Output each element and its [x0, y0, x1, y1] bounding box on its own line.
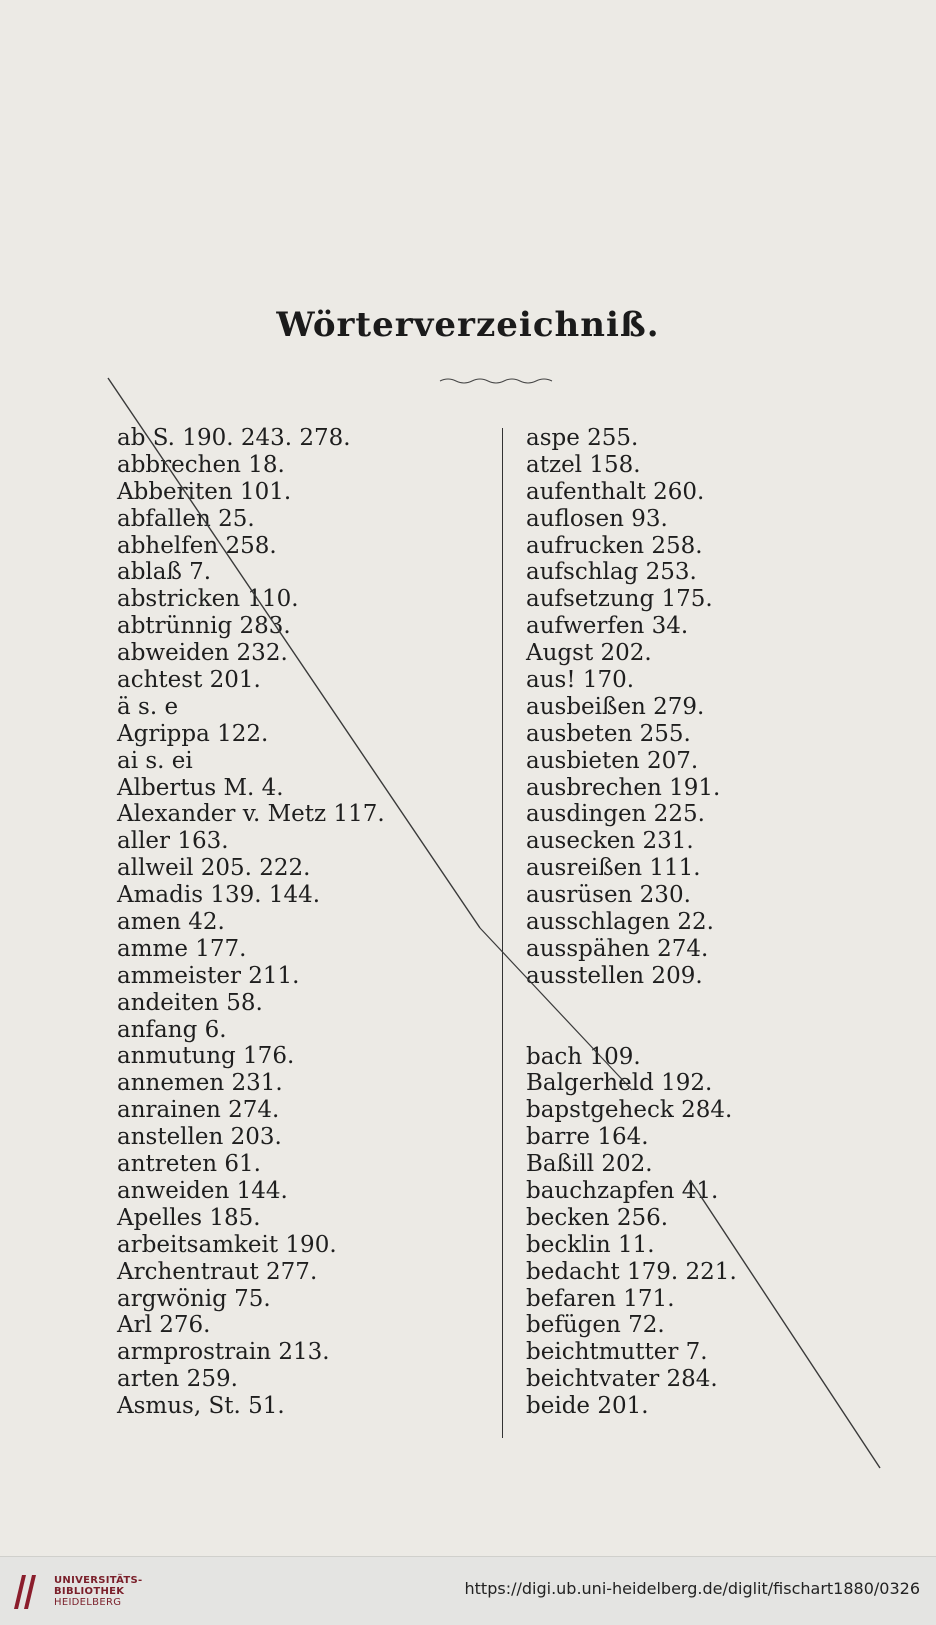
index-entry: bach 109.: [526, 1043, 641, 1070]
index-entry: anmutung 176.: [117, 1043, 295, 1070]
index-entry: allweil 205. 222.: [117, 855, 311, 882]
index-entry: Archentraut 277.: [117, 1258, 318, 1285]
index-entry: beide 201.: [526, 1393, 649, 1420]
index-entry: aller 163.: [117, 828, 229, 855]
index-entry: ausrüsen 230.: [526, 882, 691, 909]
permalink-url[interactable]: https://digi.ub.uni-heidelberg.de/diglit/fischart1880/0326: [464, 1579, 920, 1598]
page-title: Wörterverzeichniß.: [276, 305, 660, 345]
index-entry: ausreißen 111.: [526, 855, 701, 882]
index-entry: ai s. ei: [117, 747, 193, 774]
index-entry: bedacht 179. 221.: [526, 1258, 737, 1285]
index-entry: barre 164.: [526, 1124, 649, 1151]
index-entry: beichtmutter 7.: [526, 1339, 708, 1366]
index-entry: ausbieten 207.: [526, 747, 699, 774]
index-entry: ausbeißen 279.: [526, 693, 705, 720]
index-entry: antreten 61.: [117, 1151, 261, 1178]
index-entry: atzel 158.: [526, 451, 641, 478]
index-entry: aufschlag 253.: [526, 559, 697, 586]
index-entry: anweiden 144.: [117, 1177, 288, 1204]
index-entry: anrainen 274.: [117, 1097, 280, 1124]
index-entry: amme 177.: [117, 935, 247, 962]
index-entry: abbrechen 18.: [117, 451, 285, 478]
index-entry: Alexander v. Metz 117.: [117, 801, 385, 828]
index-entry: anfang 6.: [117, 1016, 227, 1043]
index-entry: becklin 11.: [526, 1231, 655, 1258]
index-entry: ammeister 211.: [117, 962, 300, 989]
index-entry: arbeitsamkeit 190.: [117, 1231, 337, 1258]
index-entry: abhelfen 258.: [117, 532, 277, 559]
index-entry: Balgerheld 192.: [526, 1070, 713, 1097]
index-entry: ausbeten 255.: [526, 720, 691, 747]
index-entry: Asmus, St. 51.: [117, 1393, 285, 1420]
viewer-footer: [0, 1556, 936, 1625]
index-entry: achtest 201.: [117, 667, 261, 694]
university-library-logo-icon: [10, 1569, 40, 1613]
index-entry: aufenthalt 260.: [526, 478, 705, 505]
index-entry: amen 42.: [117, 909, 225, 936]
index-entry: ablaß 7.: [117, 559, 212, 586]
index-entry: argwönig 75.: [117, 1285, 271, 1312]
index-entry: Arl 276.: [117, 1312, 211, 1339]
index-entry: abweiden 232.: [117, 640, 288, 667]
index-entry: Baßill 202.: [526, 1151, 653, 1178]
index-entry: annemen 231.: [117, 1070, 283, 1097]
index-entry: Augst 202.: [526, 640, 652, 667]
index-entry: ä s. e: [117, 693, 179, 720]
index-entry: ab S. 190. 243. 278.: [117, 425, 351, 451]
index-entry: befügen 72.: [526, 1312, 665, 1339]
index-entry: abfallen 25.: [117, 505, 255, 532]
index-entry: aufwerfen 34.: [526, 613, 689, 640]
index-entry: Apelles 185.: [117, 1204, 261, 1231]
index-entry: bapstgeheck 284.: [526, 1097, 733, 1124]
index-entry: beichtvater 284.: [526, 1366, 718, 1393]
index-entry: aspe 255.: [526, 425, 639, 451]
index-entry: abstricken 110.: [117, 586, 299, 613]
index-entry: anstellen 203.: [117, 1124, 282, 1151]
index-entry: andeiten 58.: [117, 989, 263, 1016]
index-entry: auflosen 93.: [526, 505, 668, 532]
index-entry: abtrünnig 283.: [117, 613, 291, 640]
index-entry: aus! 170.: [526, 667, 635, 694]
library-name: UNIVERSITÄTS- BIBLIOTHEK HEIDELBERG: [54, 1575, 143, 1608]
index-entry: ausbrechen 191.: [526, 774, 721, 801]
index-entry: armprostrain 213.: [117, 1339, 330, 1366]
index-entry: befaren 171.: [526, 1285, 675, 1312]
index-entry: bauchzapfen 41.: [526, 1177, 719, 1204]
index-entry: arten 259.: [117, 1366, 238, 1393]
index-entry: aufrucken 258.: [526, 532, 703, 559]
index-entry: Agrippa 122.: [117, 720, 269, 747]
index-entry: Albertus M. 4.: [117, 774, 284, 801]
index-entry: ausstellen 209.: [526, 962, 703, 989]
index-entry: Amadis 139. 144.: [117, 882, 321, 909]
index-entry: aufsetzung 175.: [526, 586, 713, 613]
index-entry: ausdingen 225.: [526, 801, 705, 828]
index-entry: ausschlagen 22.: [526, 909, 714, 936]
index-entry: ausspähen 274.: [526, 935, 709, 962]
index-entry: ausecken 231.: [526, 828, 694, 855]
index-entry: becken 256.: [526, 1204, 669, 1231]
index-entry: Abberiten 101.: [117, 478, 292, 505]
